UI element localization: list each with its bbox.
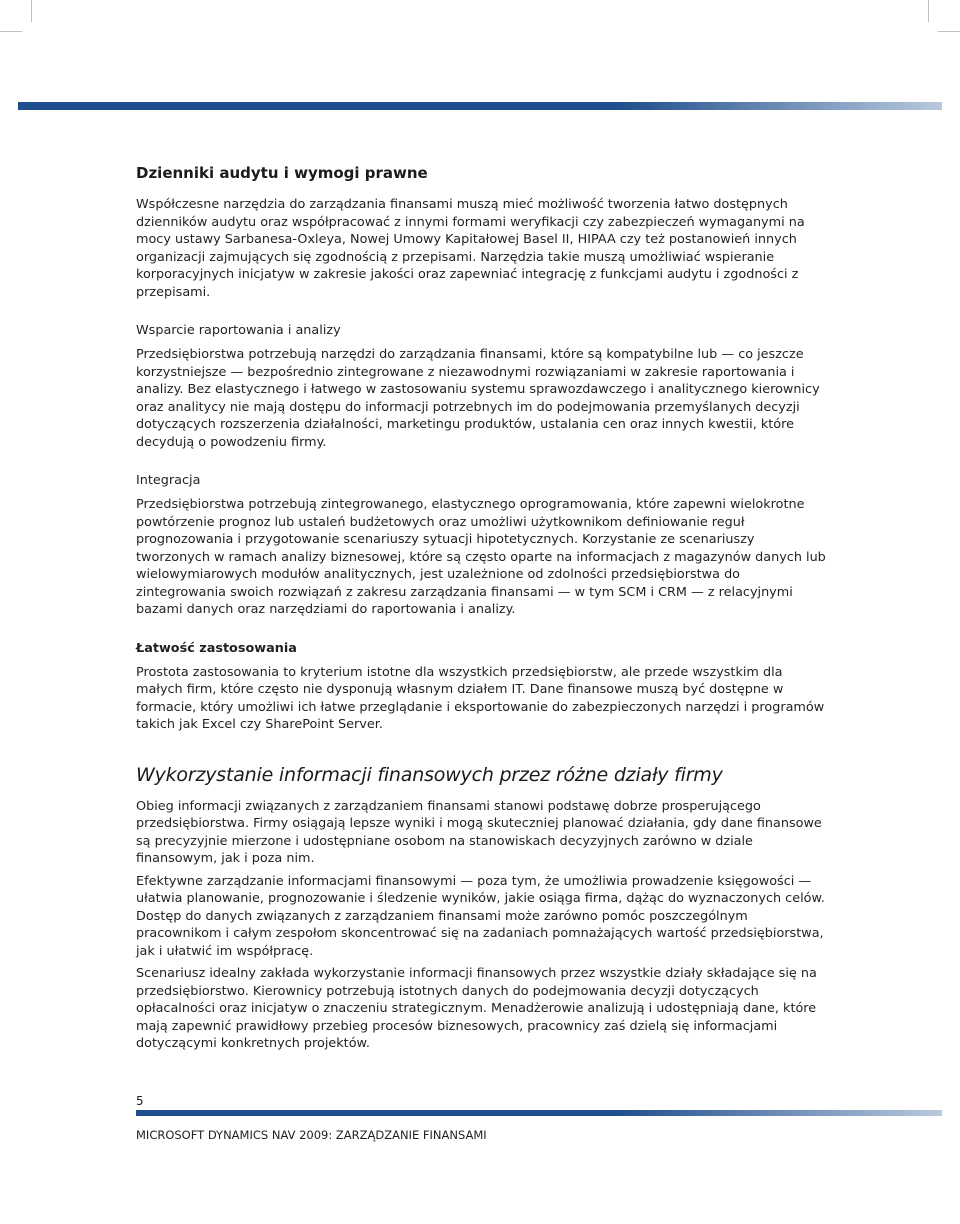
crop-mark-top-left bbox=[31, 0, 32, 22]
paragraph: Przedsiębiorstwa potrzebują narzędzi do zarządzania finansami, które są kompatybilne lub — co jeszcze korzystniejsze — bezpośrednio zintegrowane z niezawodnymi rozwiązaniami w zakresie raportowania i analizy. Bez elastycznego i łatwego w zastosowaniu systemu sprawozdawczego i analitycznego kierownicy oraz analitycy nie mają dostępu do informacji potrzebnych im do podejmowania przemyślanych decyzji dotyczących rozszerzenia działalności, marketingu produktów, ustalania cen oraz innych kwestii, które decydują o powodzeniu firmy. bbox=[136, 347, 820, 450]
header-band-dark bbox=[18, 102, 618, 110]
header-band-fade bbox=[618, 102, 942, 110]
section-title-ease-of-use: Łatwość zastosowania bbox=[136, 640, 297, 656]
footer-band bbox=[136, 1110, 942, 1116]
crop-mark-top-right bbox=[928, 0, 929, 22]
paragraph: Współczesne narzędzia do zarządzania finansami muszą mieć możliwość tworzenia łatwo dostępnych dzienników audytu oraz współpracować z innymi formami weryfikacji czy zabezpieczeń wymaganymi na mocy ustawy Sarbanesa-Oxleya, Nowej Umowy Kapitałowej Basel II, HIPAA czy też postanowień innych organizacji zajmujących się zgodnością z przepisami. Narzędzia takie muszą umożliwiać wspieranie korporacyjnych inicjatyw w zakresie jakości oraz zapewniać integrację z funkcjami audytu i zgodności z przepisami. bbox=[136, 197, 805, 300]
paragraph: Obieg informacji związanych z zarządzaniem finansami stanowi podstawę dobrze prosperującego przedsiębiorstwa. Firmy osiągają lepsze wyniki i mogą skuteczniej planować działania, gdy dane finansowe są precyzyjnie mierzone i udostępniane osobom na stanowiskach decyzyjnych zarówno w dziale finansowym, jak i poza nim. bbox=[136, 798, 822, 866]
crop-mark-left-top bbox=[0, 31, 22, 32]
paragraph: Prostota zastosowania to kryterium istotne dla wszystkich przedsiębiorstw, ale przede wszystkim dla małych firm, które często nie dysponują własnym działem IT. Dane finansowe muszą być dostępne w formacie, który umożliwi ich łatwe przeglądanie i eksportowanie do zabezpieczonych narzędzi i programów takich jak Excel czy SharePoint Server. bbox=[136, 664, 825, 732]
section-title-reporting: Wsparcie raportowania i analizy bbox=[136, 323, 341, 338]
footer-band-fade bbox=[616, 1110, 942, 1116]
page-content bbox=[136, 164, 826, 1053]
crop-mark-right-top bbox=[938, 31, 960, 32]
section-title-financial-info: Wykorzystanie informacji finansowych przez różne działy firmy bbox=[136, 763, 723, 786]
header-band bbox=[18, 102, 942, 110]
section-title-integration: Integracja bbox=[136, 473, 201, 488]
paragraph: Efektywne zarządzanie informacjami finansowymi — poza tym, że umożliwia prowadzenie księgowości — ułatwia planowanie, prognozowanie i śledzenie wyników, jakie osiąga firma, dążąc do wyznaczonych celów. Dostęp do danych związanych z zarządzaniem finansami może zarówno pomóc poszczególnym pracownikom i całym zespołom skoncentrować się na zadaniach pomnażających wartość przedsiębiorstwa, jak i ułatwić im współpracę. bbox=[136, 873, 825, 959]
page-number: 5 bbox=[136, 1094, 144, 1108]
paragraph: Przedsiębiorstwa potrzebują zintegrowanego, elastycznego oprogramowania, które zapewni wielokrotne powtórzenie prognoz lub ustaleń budżetowych oraz umożliwi użytkownikom definiowanie reguł prognozowania i przygotowanie scenariuszy sytuacji hipotetycznych. Korzystanie ze scenariuszy tworzonych w ramach analizy biznesowej, które są często oparte na informacjach z magazynów danych lub wielowymiarowych modułów analitycznych, jest uzależnione od zdolności przedsiębiorstwa do zintegrowania swoich rozwiązań z zakresu zarządzania finansami — w tym SCM i CRM — z relacyjnymi bazami danych oraz narzędziami do raportowania i analizy. bbox=[136, 497, 826, 617]
footer-band-dark bbox=[136, 1110, 616, 1116]
section-title-audit: Dzienniki audytu i wymogi prawne bbox=[136, 164, 428, 182]
paragraph: Scenariusz idealny zakłada wykorzystanie informacji finansowych przez wszystkie działy składające się na przedsiębiorstwo. Kierownicy potrzebują istotnych danych do podejmowania decyzji dotyczących opłacalności oraz inicjatyw o znaczeniu strategicznym. Menadżerowie analizują i udostępniają dane, które mają zapewnić prawidłowy przebieg procesów biznesowych, pracownicy zaś dzielą się informacjami dotyczącymi konkretnych projektów. bbox=[136, 966, 817, 1051]
footer-title: MICROSOFT DYNAMICS NAV 2009: ZARZĄDZANIE FINANSAMI bbox=[136, 1128, 487, 1142]
